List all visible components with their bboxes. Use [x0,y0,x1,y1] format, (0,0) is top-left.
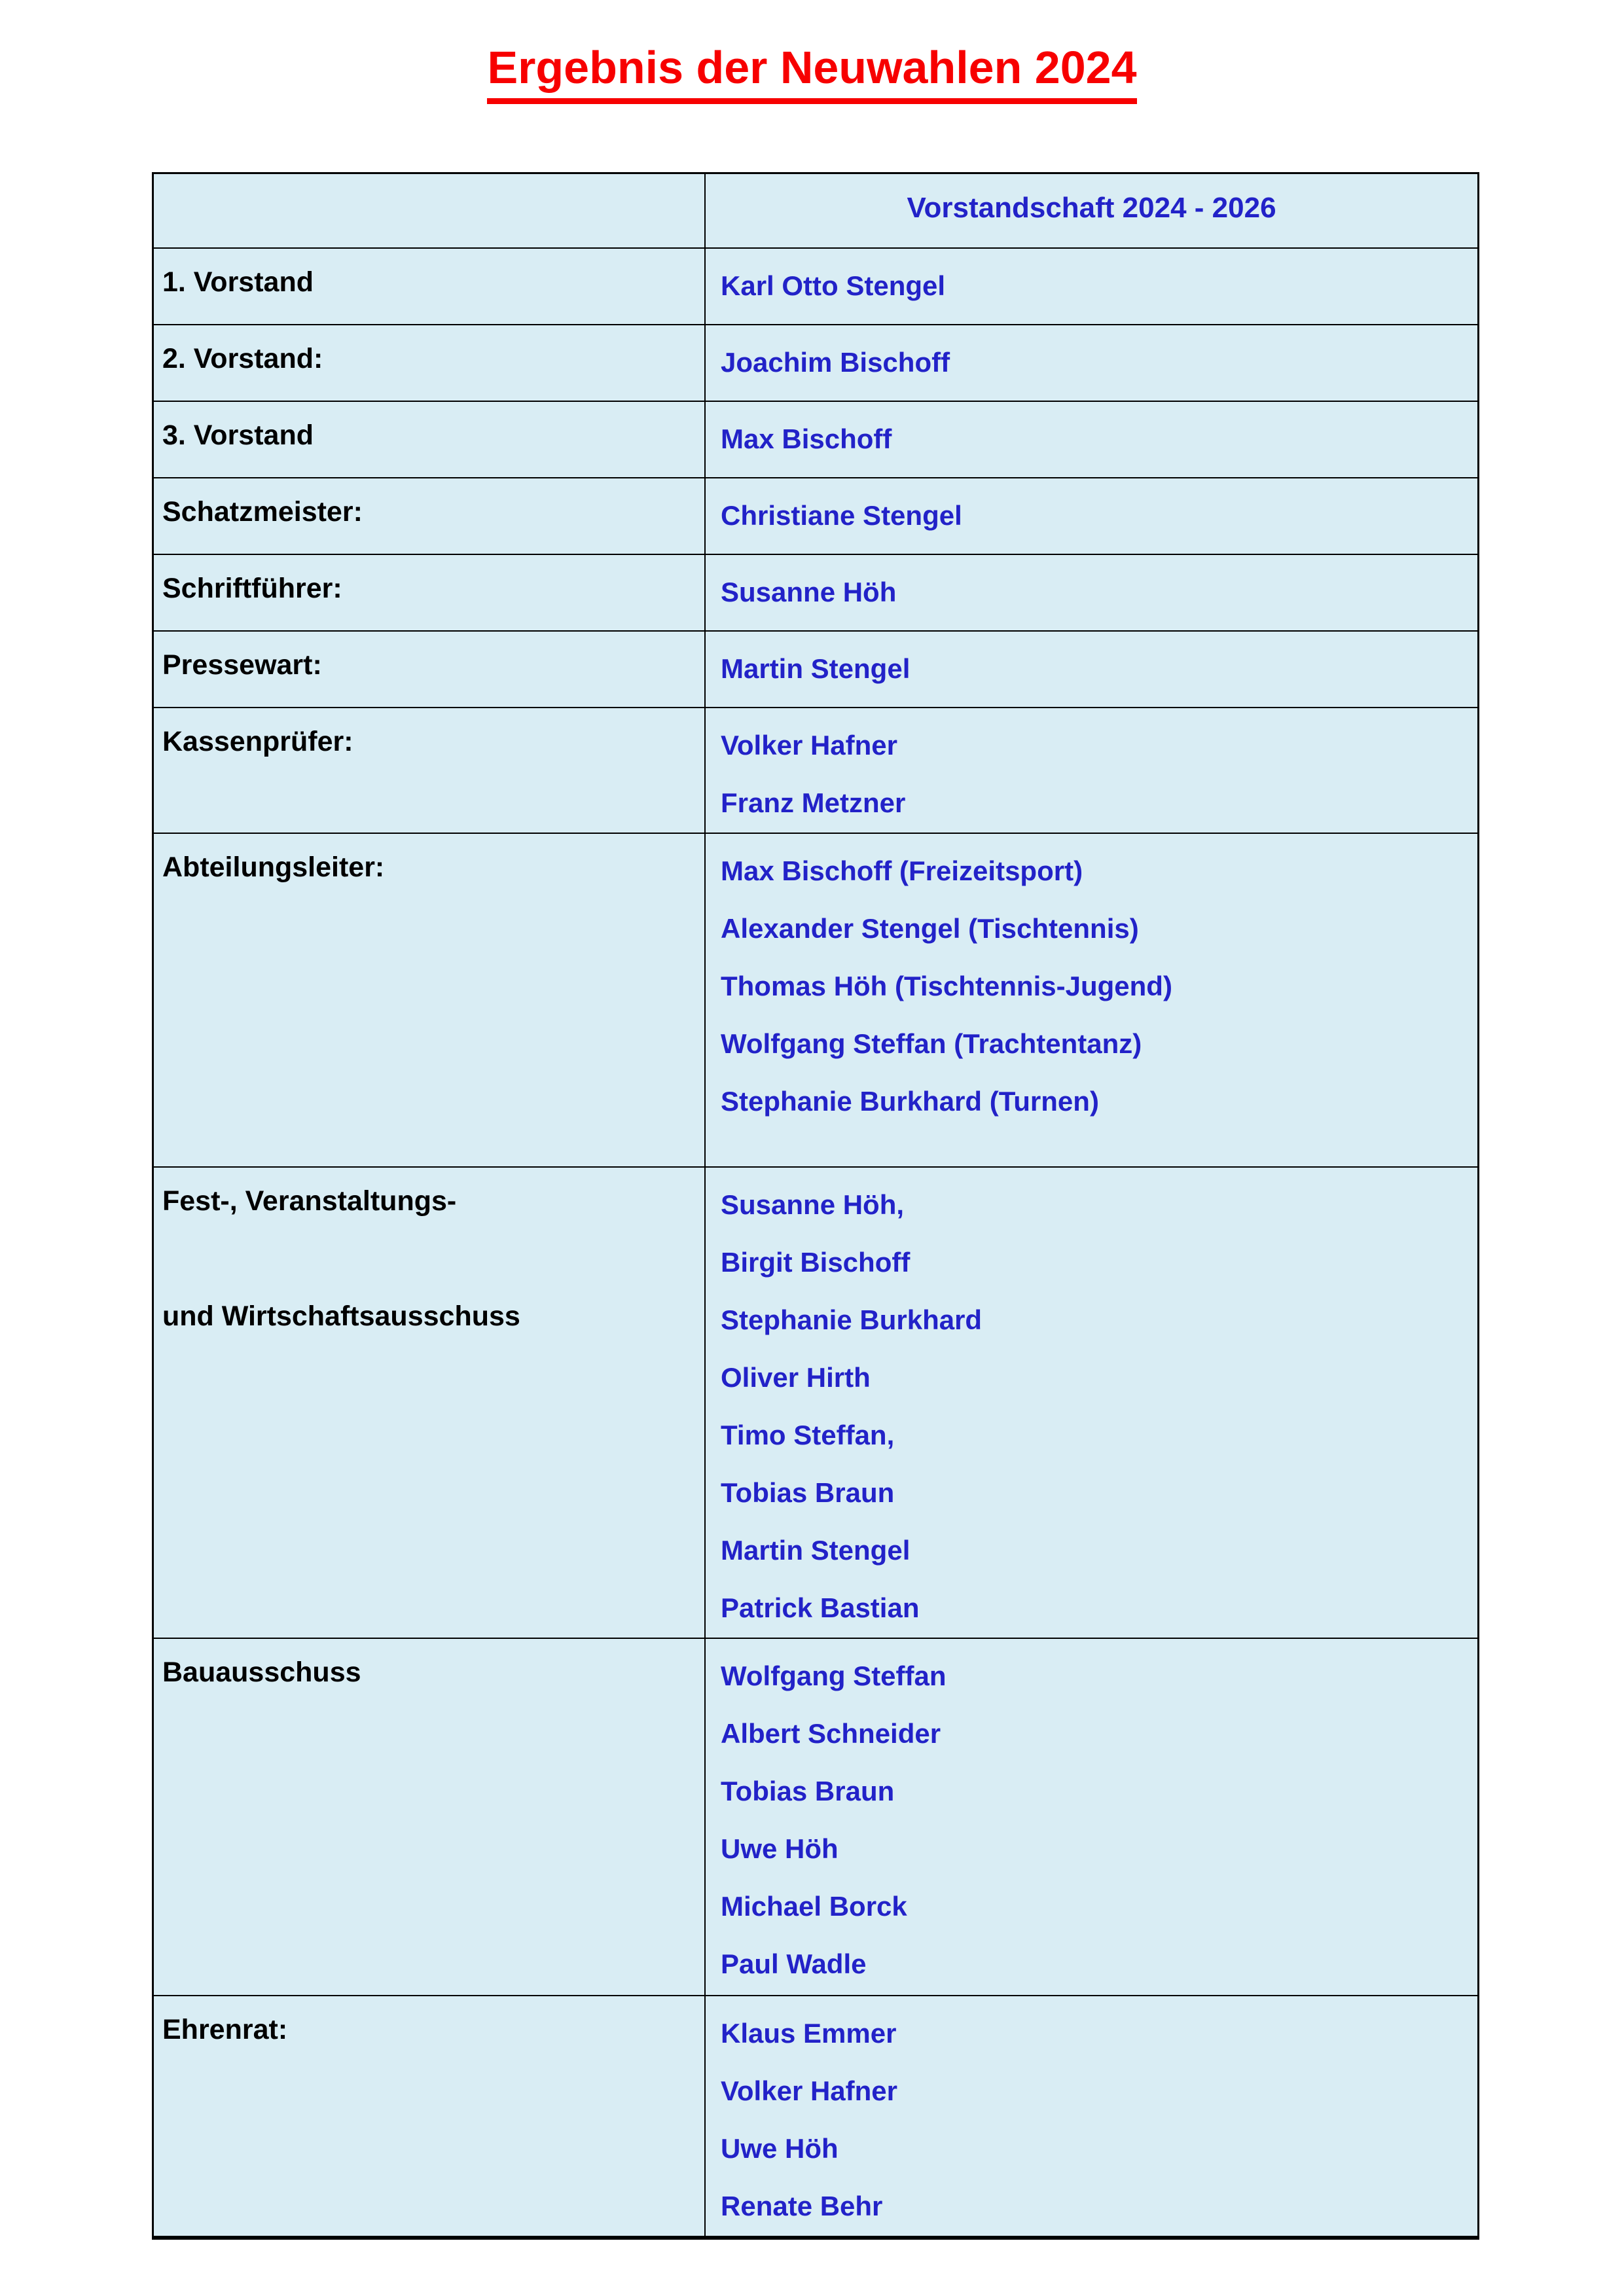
member-name: Joachim Bischoff [721,347,950,378]
member-name: Patrick Bastian [721,1592,920,1623]
role-label: Kassenprüfer: [162,726,353,757]
member-name: Stephanie Burkhard (Turnen) [721,1086,1099,1117]
table-row [154,401,1477,477]
member-name: Uwe Höh [721,2133,839,2164]
member-name: Tobias Braun [721,1477,895,1508]
member-name: Martin Stengel [721,653,911,684]
page-title [0,0,1624,104]
member-name: Renate Behr [721,2191,883,2221]
names-cell [706,708,1477,833]
role-label: Fest-, Veranstaltungs- [162,1185,457,1217]
role-label: Ehrenrat: [162,2014,288,2045]
table-row [154,630,1477,707]
role-cell [154,708,706,833]
names-cell [706,1168,1477,1638]
names-cell [706,478,1477,554]
member-name: Wolfgang Steffan [721,1660,947,1691]
role-cell [154,249,706,324]
member-name: Martin Stengel [721,1535,911,1566]
names-cell [706,1639,1477,1995]
names-cell [706,632,1477,707]
role-label: 3. Vorstand [162,420,314,451]
role-cell [154,1168,706,1638]
role-cell [154,325,706,401]
names-cell [706,249,1477,324]
member-name: Stephanie Burkhard [721,1304,983,1335]
names-cell [706,834,1477,1166]
names-cell [706,325,1477,401]
table-row [154,1638,1477,1995]
member-name: Volker Hafner [721,730,897,761]
member-name: Michael Borck [721,1891,907,1922]
table-row [154,324,1477,401]
role-label: 2. Vorstand: [162,343,323,374]
role-cell [154,834,706,1166]
role-label: Abteilungsleiter: [162,852,385,883]
board-term-heading: Vorstandschaft 2024 - 2026 [907,192,1276,224]
member-name: Franz Metzner [721,787,906,818]
member-name: Birgit Bischoff [721,1247,911,1278]
member-name: Max Bischoff [721,423,892,454]
role-cell [154,1996,706,2236]
table-row [154,1166,1477,1638]
names-cell [706,555,1477,630]
member-name: Uwe Höh [721,1833,839,1864]
role-label: Bauausschuss [162,1657,361,1688]
role-cell [154,402,706,477]
header-empty-cell [154,174,706,247]
role-label: Schriftführer: [162,573,342,604]
role-cell [154,1639,706,1995]
member-name: Oliver Hirth [721,1362,871,1393]
role-label: 1. Vorstand [162,266,314,298]
table-row [154,247,1477,324]
member-name: Tobias Braun [721,1776,895,1806]
table-row [154,833,1477,1166]
member-name: Albert Schneider [721,1718,941,1749]
member-name: Wolfgang Steffan (Trachtentanz) [721,1028,1142,1059]
names-cell [706,1996,1477,2236]
role-label: Pressewart: [162,649,322,681]
member-name: Alexander Stengel (Tischtennis) [721,913,1139,944]
table-row [154,554,1477,630]
table-row [154,1995,1477,2236]
role-cell [154,478,706,554]
role-label: Schatzmeister: [162,496,363,528]
member-name: Susanne Höh [721,577,897,607]
names-cell [706,402,1477,477]
member-name: Karl Otto Stengel [721,270,946,301]
role-cell [154,632,706,707]
role-cell [154,555,706,630]
page-title-text: Ergebnis der Neuwahlen 2024 [487,42,1136,104]
member-name: Thomas Höh (Tischtennis-Jugend) [721,971,1172,1001]
member-name: Volker Hafner [721,2075,897,2106]
table-row [154,707,1477,833]
header-value-cell [706,174,1477,247]
member-name: Max Bischoff (Freizeitsport) [721,855,1083,886]
member-name: Klaus Emmer [721,2018,897,2049]
member-name: Susanne Höh, [721,1189,905,1220]
member-name: Timo Steffan, [721,1420,895,1450]
results-table [152,172,1479,2240]
member-name: Paul Wadle [721,1948,867,1979]
member-name: Christiane Stengel [721,500,962,531]
table-header-row [154,174,1477,247]
role-label-line2: und Wirtschaftsausschuss [162,1300,520,1332]
table-row [154,477,1477,554]
